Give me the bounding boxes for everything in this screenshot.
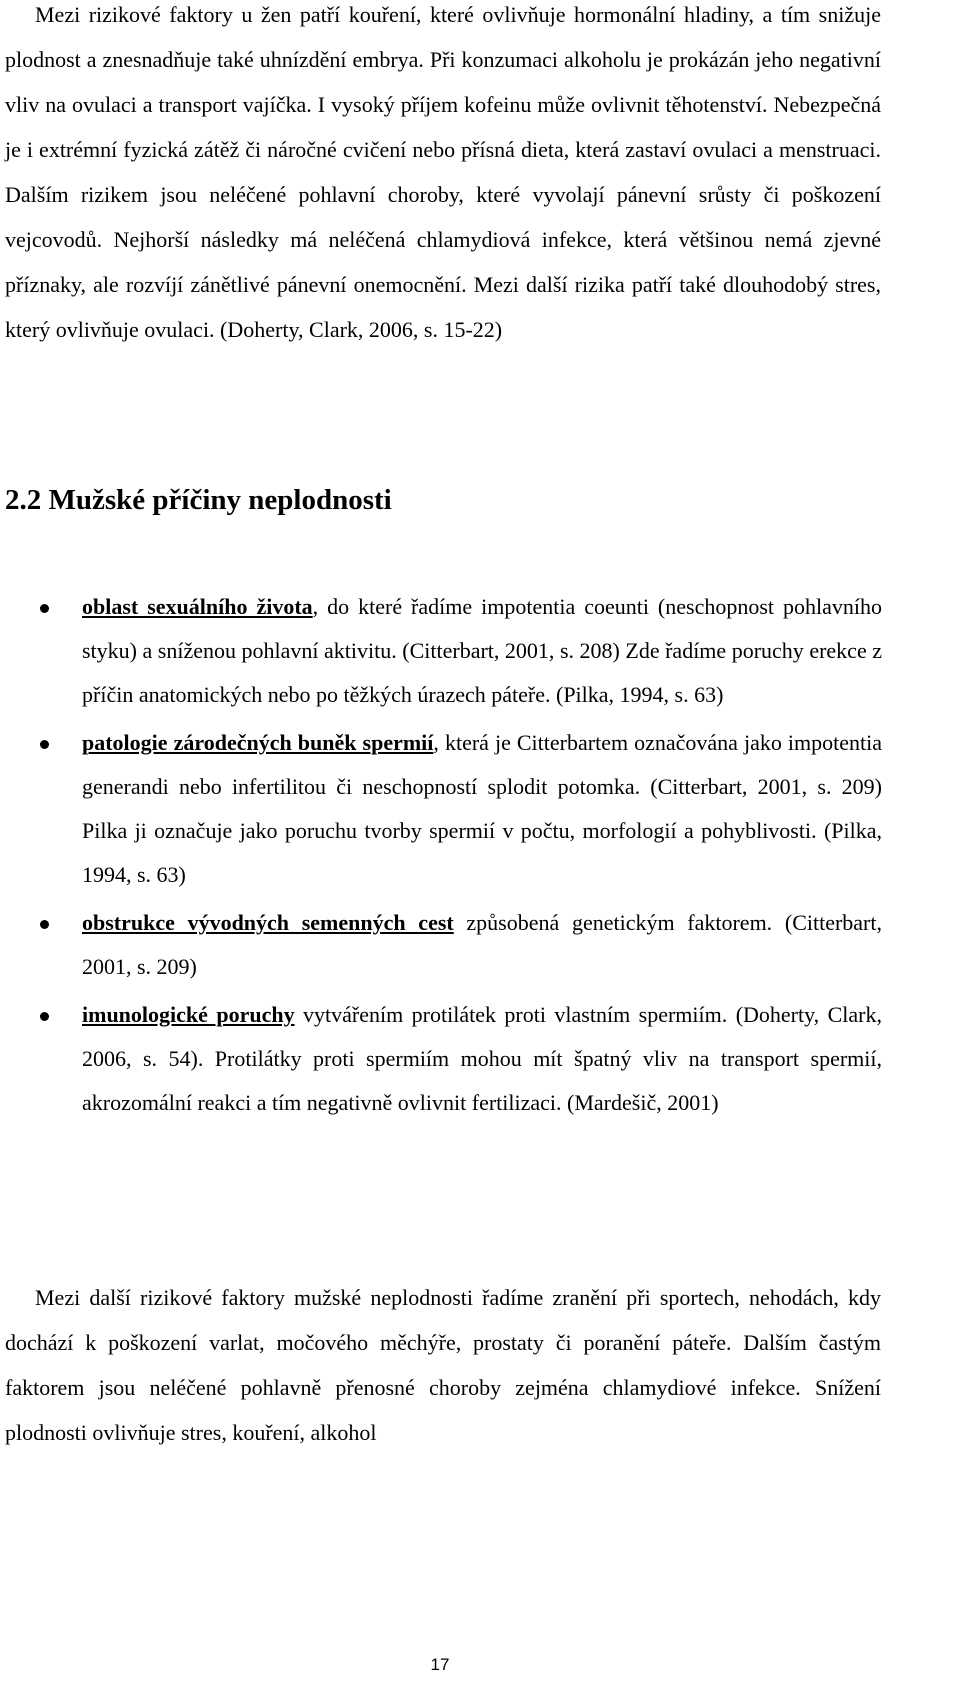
list-item-term: imunologické poruchy bbox=[82, 1002, 295, 1027]
bullet-icon bbox=[40, 920, 49, 929]
list-item-term: oblast sexuálního života bbox=[82, 594, 313, 619]
male-causes-list bbox=[0, 585, 882, 1129]
list-item-text: , která je Citterbartem označována jako impotentia generandi nebo infertilitou či neschopností splodit potomka. (Citterbart, 2001, s. 209) Pilka ji označuje jako poruchu tvorby spermií v počtu, morfologií a pohyblivosti. (Pilka, 1994, s. 63) bbox=[82, 730, 882, 887]
list-item bbox=[0, 721, 882, 897]
bullet-icon bbox=[40, 1012, 49, 1021]
list-item-text: , do které řadíme impotentia coeunti (neschopnost pohlavního styku) a sníženou pohlavní aktivitu. (Citterbart, 2001, s. 208) Zde řadíme poruchy erekce z příčin anatomických nebo po těžkých úrazech páteře. (Pilka, 1994, s. 63) bbox=[82, 594, 882, 707]
list-item-text: způsobená genetickým faktorem. (Citterbart, 2001, s. 209) bbox=[82, 910, 882, 979]
list-item bbox=[0, 585, 882, 717]
bullet-icon bbox=[40, 604, 49, 613]
list-item bbox=[0, 993, 882, 1125]
list-item-text: vytvářením protilátek proti vlastním spermiím. (Doherty, Clark, 2006, s. 54). Protilátky proti spermiím mohou mít špatný vliv na transport spermií, akrozomální reakci a tím negativně ovlivnit fertilizaci. (Mardešič, 2001) bbox=[82, 1002, 883, 1115]
bullet-icon bbox=[40, 740, 49, 749]
list-item-term: patologie zárodečných buněk spermií bbox=[82, 730, 434, 755]
list-item bbox=[0, 901, 882, 989]
section-heading: 2.2 Mužské příčiny neplodnosti bbox=[5, 484, 392, 516]
paragraph-female-risk-factors: Mezi rizikové faktory u žen patří kouření, které ovlivňuje hormonální hladiny, a tím snižuje plodnost a znesnadňuje také uhnízdění embrya. Při konzumaci alkoholu je prokázán jeho negativní vliv na ovulaci a transport vajíčka. I vysoký příjem kofeinu může ovlivnit těhotenství. Nebezpečná je i extrémní fyzická zátěž či náročné cvičení nebo přísná dieta, která zastaví ovulaci a menstruaci. Dalším rizikem jsou neléčené pohlavní choroby, které vyvolají pánevní srůsty či poškození vejcovodů. Nejhorší následky má neléčená chlamydiová infekce, která většinou nemá zjevné příznaky, ale rozvíjí zánětlivé pánevní onemocnění. Mezi další rizika patří také dlouhodobý stres, který ovlivňuje ovulaci. (Doherty, Clark, 2006, s. 15-22) bbox=[5, 2, 881, 342]
paragraph-male-risk-factors: Mezi další rizikové faktory mužské neplodnosti řadíme zranění při sportech, nehodách, kdy dochází k poškození varlat, močového měchýře, prostaty či poranění páteře. Dalším častým faktorem jsou neléčené pohlavně přenosné choroby zejména chlamydiové infekce. Snížení plodnosti ovlivňuje stres, kouření, alkohol bbox=[5, 1285, 881, 1445]
page-number: 17 bbox=[430, 1655, 450, 1674]
list-item-term: obstrukce vývodných semenných cest bbox=[82, 910, 454, 935]
